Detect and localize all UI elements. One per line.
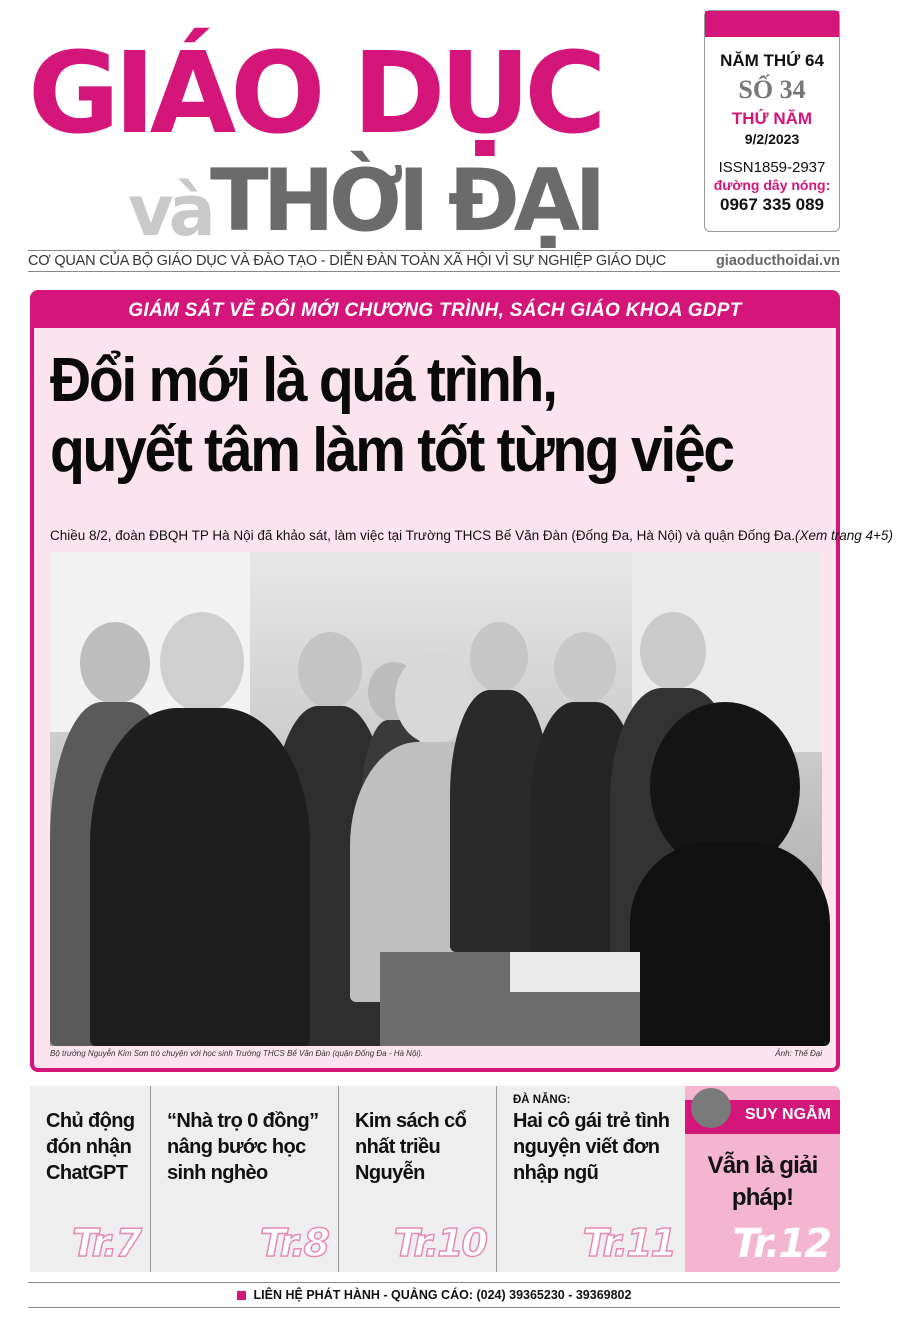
main-headline[interactable] <box>50 346 768 486</box>
logo-thoi-dai: THỜI ĐẠI <box>210 151 601 251</box>
publisher-tagline: CƠ QUAN CỦA BỘ GIÁO DỤC VÀ ĐÀO TẠO - DIỄN ĐÀN TOÀN XÃ HỘI VÌ SỰ NGHIỆP GIÁO DỤC <box>28 253 667 269</box>
photo-person <box>90 612 310 1046</box>
hotline-number: 0967 335 089 <box>720 195 824 214</box>
teaser-page: Tr.7 <box>72 1221 140 1265</box>
issn: ISSN1859-2937 <box>718 159 826 176</box>
photo-caption-row <box>50 1049 822 1058</box>
teaser-title: “Nhà trọ 0 đồng” nâng bước học sinh nghèo <box>167 1110 319 1184</box>
musing-column[interactable] <box>685 1086 840 1272</box>
main-feature <box>30 290 893 1072</box>
teaser-item[interactable] <box>338 1086 496 1272</box>
musing-title: Vẫn là giải pháp! <box>707 1152 818 1211</box>
teaser-location: ĐÀ NẴNG: <box>513 1094 571 1106</box>
teaser-item[interactable] <box>30 1086 150 1272</box>
feature-photo <box>50 552 822 1046</box>
website-link[interactable]: giaoducthoidai.vn <box>715 253 840 269</box>
issue-date: 9/2/2023 <box>744 131 800 147</box>
logo-giao-duc: GIÁO DỤC <box>28 29 601 159</box>
musing-page: Tr.12 <box>732 1221 830 1267</box>
feature-kicker: GIÁM SÁT VỀ ĐỔI MỚI CHƯƠNG TRÌNH, SÁCH GIÁO KHOA GDPT <box>34 294 836 328</box>
logo-va: và <box>128 170 211 252</box>
tagline-bar <box>28 250 840 272</box>
headline-line-2: quyết tâm làm tốt từng việc <box>50 416 733 485</box>
issue-weekday: THỨ NĂM <box>731 109 813 128</box>
headline-line-1: Đổi mới là quá trình, <box>50 346 556 415</box>
masthead <box>28 29 668 252</box>
teaser-item[interactable] <box>150 1086 338 1272</box>
teaser-title: Chủ động đón nhận ChatGPT <box>46 1110 135 1184</box>
bullet-square-icon <box>237 1291 246 1300</box>
lede-text: Chiều 8/2, đoàn ĐBQH TP Hà Nội đã khảo sát, làm việc tại Trường THCS Bế Văn Đàn (Đống Đa, Hà Nội) và quận Đống Đa. <box>50 528 796 543</box>
teaser-title: Hai cô gái trẻ tình nguyện viết đơn nhập ngũ <box>513 1110 670 1184</box>
photo-caption: Bộ trưởng Nguyễn Kim Sơn trò chuyện với học sinh Trường THCS Bế Văn Đàn (quận Đống Đa - Hà Nội). <box>50 1049 424 1058</box>
musing-label: SUY NGẪM <box>745 1106 831 1123</box>
hotline-label: đường dây nóng: <box>713 177 831 193</box>
teaser-strip <box>30 1086 685 1272</box>
footer-contact <box>28 1282 840 1308</box>
issue-number: SỐ 34 <box>738 75 806 104</box>
issue-info-box <box>704 10 840 232</box>
teaser-page: Tr.8 <box>260 1221 328 1265</box>
photo-credit: Ảnh: Thế Đại <box>775 1049 822 1058</box>
photo-papers <box>510 952 640 992</box>
see-page-link[interactable]: (Xem trang 4+5) <box>795 528 893 543</box>
reader-icon <box>691 1088 731 1128</box>
teaser-page: Tr.10 <box>393 1221 486 1265</box>
issue-box-topbar <box>705 11 839 37</box>
teaser-page: Tr.11 <box>582 1221 675 1265</box>
teaser-title: Kim sách cổ nhất triều Nguyễn <box>355 1110 467 1184</box>
photo-person <box>630 702 830 1046</box>
footer-contact-text: LIÊN HỆ PHÁT HÀNH - QUẢNG CÁO: (024) 39365230 - 39369802 <box>253 1288 632 1302</box>
teaser-item[interactable] <box>496 1086 685 1272</box>
issue-year: NĂM THỨ 64 <box>720 51 824 70</box>
feature-lede <box>50 528 893 543</box>
